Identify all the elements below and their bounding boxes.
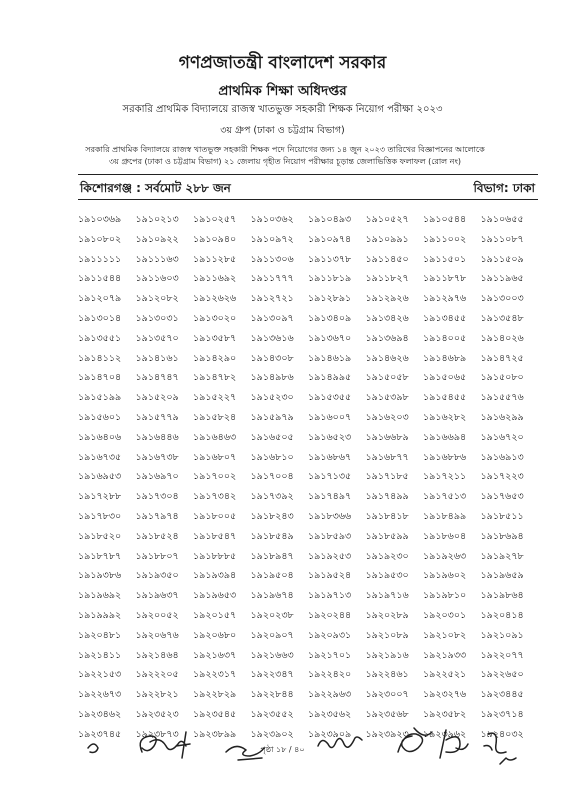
- roll-number: ১৯১৮৬৯৪: [480, 530, 524, 542]
- roll-number: ১৯১০৮০২: [78, 233, 122, 245]
- roll-number: ১৯১১৫৪৪: [78, 273, 122, 285]
- roll-number: ১৯২২৫২১: [423, 669, 467, 681]
- roll-number: ১৯২১৪১১: [78, 649, 122, 661]
- roll-number: ১৯১০৫২৭: [365, 214, 409, 225]
- roll-number: ১৯২৩৫৮২: [423, 708, 467, 720]
- roll-number: ১৯১৫২২৭: [193, 392, 237, 404]
- roll-number: ১৯১৮৫৯৩: [308, 530, 352, 542]
- roll-number: ১৯১৭৬৫৩: [480, 491, 524, 503]
- roll-number: ১৯১৬৪০৬: [78, 431, 122, 443]
- roll-number: ১৯১৩০৩১: [135, 312, 179, 324]
- roll-number: ১৯১০৯২২: [135, 233, 179, 245]
- roll-number: ১৯২০৬৭৬: [135, 629, 179, 641]
- roll-number: ১৯১৪৬২৬: [365, 352, 409, 364]
- division-heading: বিভাগ: ঢাকা: [473, 181, 535, 195]
- roll-number: ১৯১০২১৩: [135, 214, 179, 225]
- roll-number: ১৯২৩৯০৯: [308, 728, 352, 740]
- roll-number: ১৯১৫২৩০: [250, 392, 294, 404]
- roll-number: ১৯১৯৭১৩: [308, 590, 352, 602]
- roll-number: ১৯১৬৫২৩: [308, 431, 352, 443]
- roll-number: ১৯১৮৪৯৯: [423, 510, 467, 522]
- roll-number: ১৯১৬২৮২: [423, 411, 467, 423]
- roll-number: ১৯১২৬২৬: [193, 293, 237, 305]
- roll-number: ১৯১৮৪১৮: [365, 510, 409, 522]
- roll-number: ১৯১৪৭২৫: [480, 352, 524, 364]
- roll-number: ১৯১০৯৭২: [250, 233, 294, 245]
- roll-number: ১৯১২৯২৬: [365, 293, 409, 305]
- roll-number: ১৯১০৩৬৯: [78, 214, 122, 225]
- roll-number: ১৯১৯৬৫৯: [480, 570, 524, 582]
- roll-number: ১৯১১৯৬৫: [480, 273, 524, 285]
- roll-number: ১৯১১১১১: [78, 253, 122, 265]
- roll-number: ১৯১৫৮২৪: [193, 411, 237, 423]
- roll-number: ১৯১৭৯৭৪: [135, 510, 179, 522]
- roll-number: ১৯১৬৪৬৩: [193, 431, 237, 443]
- roll-number: ১৯১৩৫৭০: [135, 332, 179, 344]
- roll-number: ১৯১৬৭৩৫: [78, 451, 122, 463]
- roll-number: ১৯২২৬৭৩: [78, 689, 122, 701]
- roll-number: ১৯১৫৪৫৫: [423, 392, 467, 404]
- page-number: পৃষ্ঠা ১৮ / ৪০: [260, 745, 305, 754]
- roll-number: ১৯১২৭২১: [250, 293, 294, 305]
- notice-line-2: ৩য় গ্রুপের (ঢাকা ও চট্টগ্রাম বিভাগ) ২১ জেলায় গৃহীত নিয়োগ পরীক্ষার চূড়ান্ত জেলাভিত্তিক ফলাফল (রোল নং): [108, 157, 462, 166]
- roll-number: ১৯২২২০৫: [135, 669, 179, 681]
- roll-number: ১৯১৬৭৩৮: [135, 451, 179, 463]
- roll-number: ১৯১৯৩৮৬: [78, 570, 122, 582]
- roll-number: ১৯১৮০০৫: [193, 510, 237, 522]
- exam-title: সরকারি প্রাথমিক বিদ্যালয়ে রাজস্ব খাতভুক্ত সহকারী শিক্ষক নিয়োগ পরীক্ষা ২০২৩: [122, 104, 443, 115]
- roll-number: ১৯১১৩০৬: [250, 253, 294, 265]
- department-title: প্রাথমিক শিক্ষা অধিদপ্তর: [218, 83, 347, 99]
- roll-number: ১৯১০৩৬২: [250, 214, 294, 225]
- roll-number: ১৯১৭৪৯৯: [365, 491, 409, 503]
- roll-number: ১৯২৩৫৪৫: [193, 708, 237, 720]
- roll-number: ১৯১৫০৬৫: [423, 372, 467, 384]
- roll-number: ১৯১৩৪০৯: [308, 312, 352, 324]
- roll-number: ১৯১৭০০২: [193, 471, 237, 483]
- roll-number: ১৯১৪০২৬: [480, 332, 524, 344]
- roll-number: ১৯২২৪২০: [308, 669, 352, 681]
- roll-number: ১৯১৩০০৩: [480, 293, 524, 305]
- roll-number: ১৯১৪৯৮৬: [250, 372, 294, 384]
- roll-number: ১৯১১৪৫০: [365, 253, 409, 265]
- roll-number: ১৯২২৯৬৩: [308, 689, 352, 701]
- roll-number: ১৯২১৭০১: [308, 649, 352, 661]
- roll-number: ১৯২৩৯৬২: [423, 728, 467, 740]
- roll-number: ১৯১৮৮০৭: [135, 550, 179, 562]
- roll-number: ১৯২৩৮৭৩: [135, 728, 179, 740]
- roll-number: ১৯১৬৮০৭: [193, 451, 237, 463]
- roll-number: ১৯১৮৬০৪: [423, 530, 467, 542]
- roll-number: ১৯১৩৪৫৫: [423, 312, 467, 324]
- roll-number: ১৯২৩৫৬২: [308, 708, 352, 720]
- roll-number: ১৯১৮৫৪৯: [250, 530, 294, 542]
- roll-number: ১৯১৬৫০৫: [250, 431, 294, 443]
- roll-number: ১৯১৫১৯৯: [78, 392, 122, 404]
- roll-number: ১৯২২৮২১: [135, 689, 179, 701]
- roll-number: ১৯১০৯৪০: [193, 233, 237, 245]
- roll-number: ১৯১৯৫৩০: [365, 570, 409, 582]
- roll-number: ১৯১২৮৯১: [308, 293, 352, 305]
- roll-number: ১৯১৭২৮৮: [78, 491, 122, 503]
- roll-number: ১৯১২০৭৯: [78, 293, 122, 305]
- roll-number: ১৯২৩৭৪৫: [78, 728, 122, 740]
- roll-number: ১৯১৯৫২৪: [308, 570, 352, 582]
- roll-number: ১৯১৮৫১১: [480, 510, 524, 522]
- roll-number: ১৯১৭৪৯৭: [308, 491, 352, 503]
- roll-number: ১৯১৩৬৯৪: [365, 332, 409, 344]
- roll-number: ১৯১৩৬৭০: [308, 332, 352, 344]
- roll-number: ১৯১৪৩০৮: [250, 352, 294, 364]
- roll-number: ১৯১১৫০১: [423, 253, 467, 265]
- roll-number: ১৯১৫০৫৮: [365, 372, 409, 384]
- roll-number: ১৯১৯৬৭৪: [250, 590, 294, 602]
- roll-number: ১৯১২০৮২: [135, 293, 179, 305]
- roll-number: ১৯১০৯৭৪: [308, 233, 352, 245]
- roll-number: ১৯১৬৯৫৩: [78, 471, 122, 483]
- roll-number: ১৯১৭৮৩০: [78, 510, 122, 522]
- roll-number: ১৯১১০৮৭: [480, 233, 524, 245]
- roll-number: ১৯২৩৯২৩: [365, 728, 409, 740]
- roll-number: ১৯১৮৩৬৬: [308, 510, 352, 522]
- roll-number: ১৯১৯২৩০: [365, 550, 409, 562]
- roll-number: ১৯১৩০২০: [193, 312, 237, 324]
- roll-number: ১৯১৫৬০১: [78, 411, 122, 423]
- roll-number: ১৯১৭১৮৫: [365, 471, 409, 483]
- roll-number: ১৯২৩২৭৬: [423, 689, 467, 701]
- roll-number: ১৯১৮২৪৩: [250, 510, 294, 522]
- roll-number: ১৯১১৭৭৭: [250, 273, 294, 285]
- roll-number: ১৯১৬৭২০: [480, 431, 524, 443]
- roll-number: ১৯১৮৫২৪: [135, 530, 179, 542]
- roll-number: ১৯১১১৬৩: [135, 253, 179, 265]
- roll-number: ১৯১১৮৭৮: [423, 273, 467, 285]
- roll-number: ১৯১৫৫৭৬: [480, 392, 524, 404]
- roll-number: ১৯২২৮৪৪: [250, 689, 294, 701]
- roll-number: ১৯২২৩৪৭: [250, 669, 294, 681]
- roll-number: ১৯১৩৫৮৭: [193, 332, 237, 344]
- roll-number: ১৯১৪৬৮৯: [423, 352, 467, 364]
- roll-number: ১৯১৭১৩৫: [308, 471, 352, 483]
- roll-number: ১৯১৬৮১০: [250, 451, 294, 463]
- roll-number: ১৯২০১৫৭: [193, 609, 237, 621]
- roll-number: ১৯২৩০০৭: [365, 689, 409, 701]
- roll-number: ১৯১০৫৪৪: [423, 214, 467, 225]
- roll-number: ১৯১৯৩৫০: [135, 570, 179, 582]
- roll-number: ১৯১৯৯৯২: [78, 609, 122, 621]
- roll-number: ১৯১০৪৯৩: [308, 214, 352, 225]
- roll-number: ১৯২৩৫৫২: [250, 708, 294, 720]
- roll-number: ১৯১৯৬৯২: [78, 590, 122, 602]
- roll-number: ১৯১৭২১১: [423, 471, 467, 483]
- roll-number: ১৯২২৩১৭: [193, 669, 237, 681]
- roll-number: ১৯১৭৫১৩: [423, 491, 467, 503]
- roll-number: ১৯১৫৩৫৫: [308, 392, 352, 404]
- roll-number: ১৯২০২৩৮: [250, 609, 294, 621]
- roll-number: ১৯১৭৩৯২: [250, 491, 294, 503]
- roll-number: ১৯১৬৬৮৯: [365, 431, 409, 443]
- roll-number: ১৯১৩০১৪: [78, 312, 122, 324]
- roll-number: ১৯১৬২০৩: [365, 411, 409, 423]
- roll-number: ১৯২১৬৩৭: [193, 649, 237, 661]
- roll-number: ১৯১৮৯৪৭: [250, 550, 294, 562]
- roll-number: ১৯১৬০০৭: [308, 411, 352, 423]
- roll-number: ১৯১৪৬১৯: [308, 352, 352, 364]
- district-heading: কিশোরগঞ্জ : সর্বমোট ২৮৮ জন: [80, 181, 231, 195]
- roll-number: ১৯১৫৭৭৯: [135, 411, 179, 423]
- roll-number: ১৯১৩০৯৭: [250, 312, 294, 324]
- roll-number: ১৯১৬৮৬৭: [308, 451, 352, 463]
- roll-number: ১৯১৪২৯০: [193, 352, 237, 364]
- roll-number: ১৯২১০৯১: [480, 629, 524, 641]
- roll-number: ১৯১৯৮১০: [423, 590, 467, 602]
- roll-number: ১৯১১৩৭৮: [308, 253, 352, 265]
- roll-number: ১৯১৪৭০৪: [78, 372, 122, 384]
- roll-number: ১৯১৭৩৪২: [193, 491, 237, 503]
- roll-number: ১৯১১০০২: [423, 233, 467, 245]
- roll-number: ১৯২১৬৬৩: [250, 649, 294, 661]
- roll-number: ১৯১০৬৫৫: [480, 214, 524, 225]
- roll-number: ১৯১৭০০৪: [250, 471, 294, 483]
- roll-number: ১৯১৫৯৭৯: [250, 411, 294, 423]
- roll-number: ১৯১৮৫২০: [78, 530, 122, 542]
- roll-number: ১৯১৪৭৮২: [193, 372, 237, 384]
- roll-number: ১৯২৩৭১৪: [480, 708, 524, 720]
- roll-number: ১৯২০৪১৪: [480, 609, 524, 621]
- roll-number: ১৯২০৩০১: [423, 609, 467, 621]
- notice-line-1: সরকারি প্রাথমিক বিদ্যালয়ে রাজস্ব খাতভুক্ত সহকারী শিক্ষক পদে নিয়োগের জন্য ১৪ জুন ২০২৩ তারিখের বিজ্ঞাপনের আলোকে: [85, 145, 485, 154]
- roll-number: ১৯২৩৪৬২: [78, 708, 122, 720]
- roll-number: ১৯২১৯১৬: [365, 649, 409, 661]
- roll-number: ১৯১৬৮৮৬: [423, 451, 467, 463]
- roll-number: ১৯১৫২০৯: [135, 392, 179, 404]
- roll-number: ১৯২০৯০৭: [250, 629, 294, 641]
- roll-number: ১৯২৩৫৬৮: [365, 708, 409, 720]
- roll-number: ১৯১৭২২৩: [480, 471, 524, 483]
- roll-number: ১৯১১৮১৯: [308, 273, 352, 285]
- roll-number: ১৯২২৬৫০: [480, 669, 524, 681]
- roll-number: ১৯১১৬৯২: [193, 273, 237, 285]
- roll-number: ১৯১৬২৯৯: [480, 411, 524, 423]
- roll-number: ১৯১৩৬১৬: [250, 332, 294, 344]
- group-title: ৩য় গ্রুপ (ঢাকা ও চট্টগ্রাম বিভাগ): [220, 125, 345, 136]
- roll-number: ১৯১৯৬৫৩: [193, 590, 237, 602]
- roll-number: ১৯১৭৩০৪: [135, 491, 179, 503]
- roll-number: ১৯১০২৫৭: [193, 214, 237, 225]
- roll-number: ১৯১৫০৮০: [480, 372, 524, 384]
- roll-number: ১৯২১৪৬৪: [135, 649, 179, 661]
- roll-number: ১৯২২৮২৯: [193, 689, 237, 701]
- roll-number: ১৯১৬৬৯৪: [423, 431, 467, 443]
- roll-number: ১৯১৪১৬১: [135, 352, 179, 364]
- roll-number: ১৯১৮৫৯৯: [365, 530, 409, 542]
- roll-number: ১৯১৪১১২: [78, 352, 122, 364]
- roll-number: ১৯১৩৪২৬: [365, 312, 409, 324]
- roll-number: ১৯২১০৮৯: [365, 629, 409, 641]
- roll-number: ১৯১৯৮৬৪: [480, 590, 524, 602]
- roll-number: ১৯২২০৭৭: [480, 649, 524, 661]
- roll-number: ১৯১৬৯৭০: [135, 471, 179, 483]
- government-title: গণপ্রজাতন্ত্রী বাংলাদেশ সরকার: [178, 53, 387, 73]
- roll-number: ১৯১৯৩৯৪: [193, 570, 237, 582]
- roll-number: ১৯১৬৯১৩: [480, 451, 524, 463]
- roll-number: ১৯২০০৫২: [135, 609, 179, 621]
- roll-number: ১৯১১৮২৭: [365, 273, 409, 285]
- roll-number: ১৯১৯২৭৮: [480, 550, 524, 562]
- roll-number: ১৯১১৬০৩: [135, 273, 179, 285]
- roll-number: ১৯২৩৯০২: [250, 728, 294, 740]
- roll-number: ১৯১৮৮৮৫: [193, 550, 237, 562]
- roll-number: ১৯২১৯৩৩: [423, 649, 467, 661]
- roll-number: ১৯১৯২৬৩: [423, 550, 467, 562]
- roll-number: ১৯২৪০৩২: [480, 728, 524, 740]
- roll-number: ১৯২০৯৩১: [308, 629, 352, 641]
- roll-number: ১৯১১৫০৯: [480, 253, 524, 265]
- roll-number: ১৯১৩৫৪৮: [480, 312, 524, 324]
- roll-number: ১৯২০২৮৯: [365, 609, 409, 621]
- roll-number: ১৯১৪৭৪৭: [135, 372, 179, 384]
- roll-number: ১৯১৬৪৪৬: [135, 431, 179, 443]
- roll-number: ১৯১৮৭৮৭: [78, 550, 122, 562]
- roll-number: ১৯১১২৮৫: [193, 253, 237, 265]
- roll-number: ১৯১৯৬৩৭: [135, 590, 179, 602]
- roll-number: ১৯১৪৯৯৫: [308, 372, 352, 384]
- roll-number: ১৯১৬৮৭৭: [365, 451, 409, 463]
- roll-number: ১৯২৩৪৪৫: [480, 689, 524, 701]
- roll-number: ১৯১৩৫৫১: [78, 332, 122, 344]
- roll-number: ১৯১৪০০৫: [423, 332, 467, 344]
- roll-number: ১৯১৯৫০৪: [250, 570, 294, 582]
- roll-number: ১৯১২৯৭৬: [423, 293, 467, 305]
- roll-number: ১৯১৫৩৯৮: [365, 392, 409, 404]
- roll-number: ১৯২৩৫২৩: [135, 708, 179, 720]
- roll-number: ১৯২২১৫৩: [78, 669, 122, 681]
- roll-number: ১৯২০৪৮১: [78, 629, 122, 641]
- roll-number: ১৯২১০৮২: [423, 629, 467, 641]
- roll-number: ১৯১৯২৫৩: [308, 550, 352, 562]
- roll-number: ১৯১০৯৯১: [365, 233, 409, 245]
- roll-number: ১৯১৮৫৪৭: [193, 530, 237, 542]
- roll-number: ১৯১৯৬০২: [423, 570, 467, 582]
- roll-number: ১৯২০৬৮০: [193, 629, 237, 641]
- roll-number: ১৯১৯৭১৬: [365, 590, 409, 602]
- roll-number: ১৯২২৪৬১: [365, 669, 409, 681]
- roll-number: ১৯২০২৪৪: [308, 609, 352, 621]
- roll-number: ১৯২৩৮৯৯: [193, 728, 237, 740]
